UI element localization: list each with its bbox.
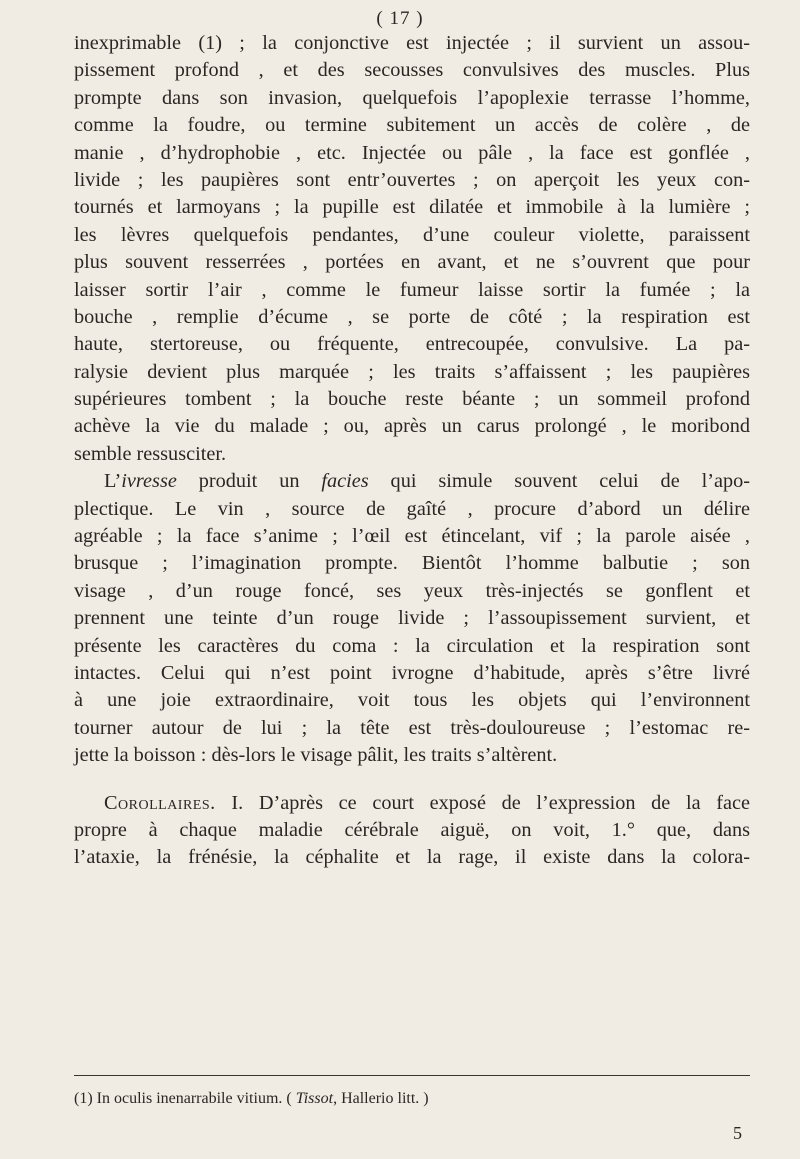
text-line: semble ressusciter.	[74, 442, 227, 465]
signature-mark: 5	[733, 1123, 742, 1143]
text-line: comme la foudre, ou termine subitement un accès de colère , de	[74, 114, 750, 137]
footnote: (1) In oculis inenarrabile vitium. ( Tissot, Hallerio litt. )	[74, 1090, 429, 1107]
page-number: ( 17 )	[376, 8, 424, 29]
text-line: achève la vie du malade ; ou, après un carus prolongé , le moribond	[74, 415, 750, 438]
text-line: présente les caractères du coma : la circulation et la respiration sont	[74, 634, 750, 657]
text-line: L’ivresse produit un facies qui simule souvent celui de l’apo-	[104, 470, 750, 493]
text-line: plus souvent resserrées , portées en avant, et ne s’ouvrent que pour	[74, 251, 750, 274]
text-line: bouche , remplie d’écume , se porte de côté ; la respiration est	[74, 305, 750, 328]
text-line: livide ; les paupières sont entr’ouvertes ; on aperçoit les yeux con-	[74, 168, 750, 191]
text-line: tourner autour de lui ; la tête est très-douloureuse ; l’estomac re-	[74, 716, 750, 739]
text-line: à une joie extraordinaire, voit tous les objets qui l’environnent	[74, 689, 750, 712]
text-line: l’ataxie, la frénésie, la céphalite et la rage, il existe dans la colora-	[74, 846, 750, 869]
text-line: manie , d’hydrophobie , etc. Injectée ou pâle , la face est gonflée ,	[74, 141, 750, 164]
paragraph-corollaires	[74, 790, 750, 872]
text-line: laisser sortir l’air , comme le fumeur laisse sortir la fumée ; la	[74, 278, 750, 301]
text-line: prompte dans son invasion, quelquefois l’apoplexie terrasse l’homme,	[74, 86, 750, 109]
text-line: visage , d’un rouge foncé, ses yeux très-injectés se gonflent et	[74, 579, 750, 602]
body-text	[74, 30, 750, 872]
paragraph-ivresse	[74, 468, 750, 769]
text-line: prennent une teinte d’un rouge livide ; l’assoupissement survient, et	[74, 607, 750, 630]
text-line: les lèvres quelquefois pendantes, d’une couleur violette, paraissent	[74, 223, 750, 246]
text-line: inexprimable (1) ; la conjonctive est injectée ; il survient un assou-	[74, 32, 750, 54]
text-line: jette la boisson : dès-lors le visage pâlit, les traits s’altèrent.	[74, 744, 558, 767]
text-line: brusque ; l’imagination prompte. Bientôt l’homme balbutie ; son	[74, 552, 750, 575]
text-line: tournés et larmoyans ; la pupille est dilatée et immobile à la lumière ;	[74, 196, 750, 219]
text-line: propre à chaque maladie cérébrale aiguë, on voit, 1.° que, dans	[74, 818, 750, 841]
text-line: intactes. Celui qui n’est point ivrogne d’habitude, après s’être livré	[74, 661, 750, 684]
text-line: haute, stertoreuse, ou fréquente, entrecoupée, convulsive. La pa-	[74, 333, 750, 356]
section-heading: Corollaires.	[104, 791, 216, 814]
text-line: pissement profond , et des secousses convulsives des muscles. Plus	[74, 59, 750, 82]
footnote-rule	[74, 1075, 750, 1076]
text-line: ralysie devient plus marquée ; les traits s’affaissent ; les paupières	[74, 360, 750, 383]
text-line: Corollaires. I. D’après ce court exposé de l’expression de la face	[104, 791, 750, 814]
text-line: plectique. Le vin , source de gaîté , procure d’abord un délire	[74, 497, 750, 520]
paragraph-apoplexie	[74, 30, 750, 468]
text-line: supérieures tombent ; la bouche reste béante ; un sommeil profond	[74, 388, 750, 411]
text-line: agréable ; la face s’anime ; l’œil est étincelant, vif ; la parole aisée ,	[74, 525, 750, 548]
